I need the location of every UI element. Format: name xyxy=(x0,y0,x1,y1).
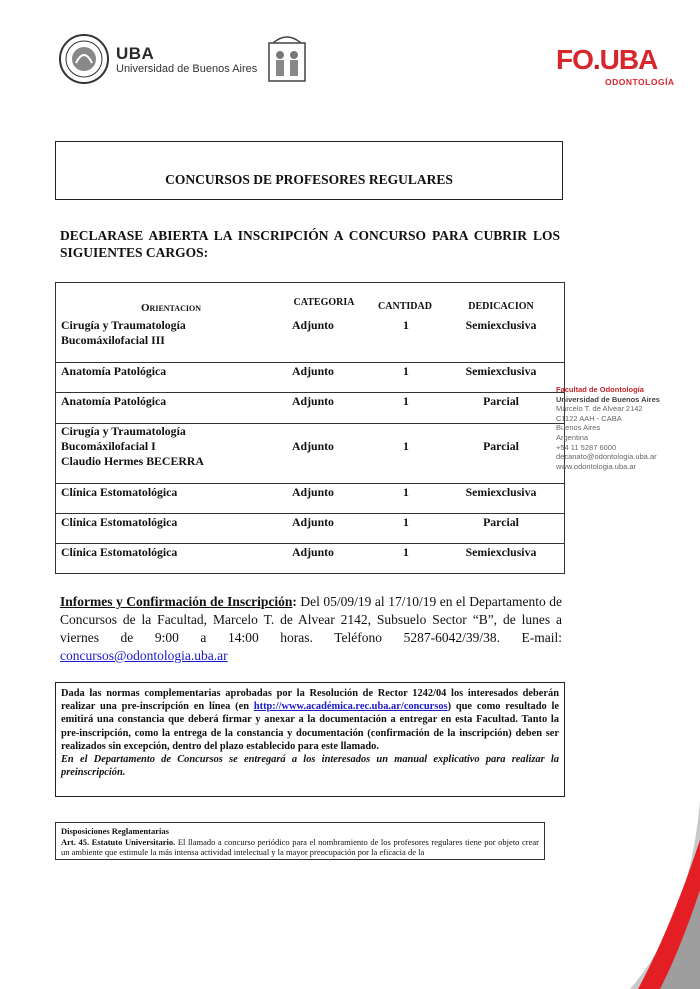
info-label: Informes y Confirmación de Inscripción xyxy=(60,594,293,609)
fo-uba-logo xyxy=(556,44,657,76)
address-city: Buenos Aires xyxy=(556,423,601,433)
address-faculty: Facultad de Odontología xyxy=(556,385,644,394)
cell-orientacion: Clínica Estomatológica xyxy=(61,515,178,529)
cell-dedicacion: Parcial xyxy=(483,439,519,453)
cell-categoria: Adjunto xyxy=(292,364,334,378)
address-country: Argentina xyxy=(556,432,589,442)
cell-categoria: Adjunto xyxy=(292,394,334,408)
table-row xyxy=(56,513,564,544)
address-email: decanato@odontologia.uba.ar xyxy=(556,452,657,462)
declaration: DECLARASE ABIERTA LA INSCRIPCIÓN A CONCURSO PARA CUBRIR LOS SIGUIENTES CARGOS: xyxy=(60,228,560,260)
notice-italic: En el Departamento de Concursos se entregará a los interesados un manual explicativo para realizar la preinscripción. xyxy=(61,754,559,779)
fo-logo-right: UBA xyxy=(599,44,658,75)
table-row xyxy=(56,483,564,514)
title-box xyxy=(55,141,563,200)
cell-orientacion xyxy=(61,424,281,469)
info-text: Del 05/09/19 al 17/10/19 en el Departamento de Concursos de la Facultad, Marcelo T. de Alvear 2142, Subsuelo Sector “B”, de lunes a viernes de 9:00 a 14:00 horas. Teléfono 5287-6042/39/38. E-mail: xyxy=(60,594,562,645)
header-categoria: CATEGORIA xyxy=(293,297,355,308)
address-street: Marcelo T. de Alvear 2142 xyxy=(556,404,643,414)
cell-dedicacion: Semiexclusiva xyxy=(465,364,537,378)
disposiciones-text: El llamado a concurso periódico para el nombramiento de los profesores regulares tiene por objeto crear un ambiente que estimule la más intensa actividad intelectual y la mayor preocupación por la eficacia de la xyxy=(61,836,539,857)
fo-logo-separator: . xyxy=(592,44,600,75)
cell-orientacion: Anatomía Patológica xyxy=(61,364,167,378)
faculty-address xyxy=(556,385,660,471)
page-title: CONCURSOS DE PROFESORES REGULARES xyxy=(165,172,453,187)
cell-dedicacion: Parcial xyxy=(483,515,519,529)
address-web: www.odontologia.uba.ar xyxy=(556,461,637,471)
disposiciones-article: Art. 45. Estatuto Universitario. xyxy=(61,836,176,847)
uba-seal-icon xyxy=(58,33,110,85)
notice-text-1: Dada las normas complementarias aprobadas por la Resolución de Rector 1242/04 los interesados deberán realizar una pre-inscripción en línea (en xyxy=(61,688,559,713)
cell-categoria: Adjunto xyxy=(292,545,334,559)
cell-dedicacion: Semiexclusiva xyxy=(465,318,537,332)
table-row xyxy=(56,392,564,424)
cell-categoria: Adjunto xyxy=(292,439,334,453)
cell-categoria: Adjunto xyxy=(292,485,334,499)
table-row xyxy=(56,543,564,574)
inscription-info xyxy=(60,593,562,665)
address-postcode: C1122 AAH - CABA xyxy=(556,413,622,423)
table-row xyxy=(56,423,564,484)
cell-categoria: Adjunto xyxy=(292,318,334,332)
table-row xyxy=(56,362,564,393)
info-colon: : xyxy=(292,594,297,609)
cell-orientacion: Clínica Estomatológica xyxy=(61,545,178,559)
cell-categoria: Adjunto xyxy=(292,515,334,529)
header-dedicacion: DEDICACION xyxy=(468,301,534,312)
orientacion-line: Bucomáxilofacial I xyxy=(61,439,156,453)
cell-orientacion: Anatomía Patológica xyxy=(61,394,167,408)
faculty-seal-icon xyxy=(265,33,309,85)
orientacion-line: Bucomáxilofacial III xyxy=(61,333,165,347)
cell-cantidad: 1 xyxy=(403,364,409,378)
cell-cantidad: 1 xyxy=(403,318,409,332)
cell-dedicacion: Semiexclusiva xyxy=(465,545,537,559)
positions-table xyxy=(55,282,565,574)
contact-email-link[interactable]: concursos@odontologia.uba.ar xyxy=(60,648,228,663)
disposiciones-title: Disposiciones Reglamentarias xyxy=(61,826,169,836)
cell-dedicacion: Parcial xyxy=(483,394,519,408)
fo-logo-left: FO xyxy=(556,44,593,75)
notice-text-2: ) que como resultado le emitirá una constancia que deberá firmar y anexar a la documentación a entregar en esta Facultad. Tanto la pre-inscripción, como la entrega de la constancia y documentación (confirmación de la inscripción) deben ser realizados sin excepción, dentro del plazo establecido para este llamado. xyxy=(61,701,559,752)
orientacion-line: Cirugía y Traumatología xyxy=(61,424,186,438)
cell-cantidad: 1 xyxy=(403,394,409,408)
uba-name: UBA xyxy=(116,44,155,63)
header-cantidad: CANTIDAD xyxy=(378,301,432,312)
cell-dedicacion: Semiexclusiva xyxy=(465,485,537,499)
cell-cantidad: 1 xyxy=(403,439,409,453)
uba-subtitle: Universidad de Buenos Aires xyxy=(116,63,258,75)
header-orientacion: Orientacion xyxy=(141,302,201,314)
cell-orientacion: Clínica Estomatológica xyxy=(61,485,178,499)
address-university: Universidad de Buenos Aires xyxy=(556,394,660,404)
page-curl-decoration xyxy=(630,800,700,989)
cell-cantidad: 1 xyxy=(403,485,409,499)
cell-cantidad: 1 xyxy=(403,545,409,559)
preinscription-link[interactable]: http://www.académica.rec.uba.ar/concursos xyxy=(253,701,448,713)
table-header xyxy=(56,283,564,317)
cell-orientacion xyxy=(61,318,281,348)
disposiciones-box xyxy=(55,822,545,860)
orientacion-line: Claudio Hermes BECERRA xyxy=(61,454,204,468)
address-phone: +54 11 5287 6000 xyxy=(556,442,617,452)
notice-box xyxy=(55,682,565,797)
orientacion-line: Cirugía y Traumatología xyxy=(61,318,186,332)
fo-logo-subtitle: ODONTOLOGÍA xyxy=(605,77,675,87)
cell-cantidad: 1 xyxy=(403,515,409,529)
table-row xyxy=(56,317,564,362)
